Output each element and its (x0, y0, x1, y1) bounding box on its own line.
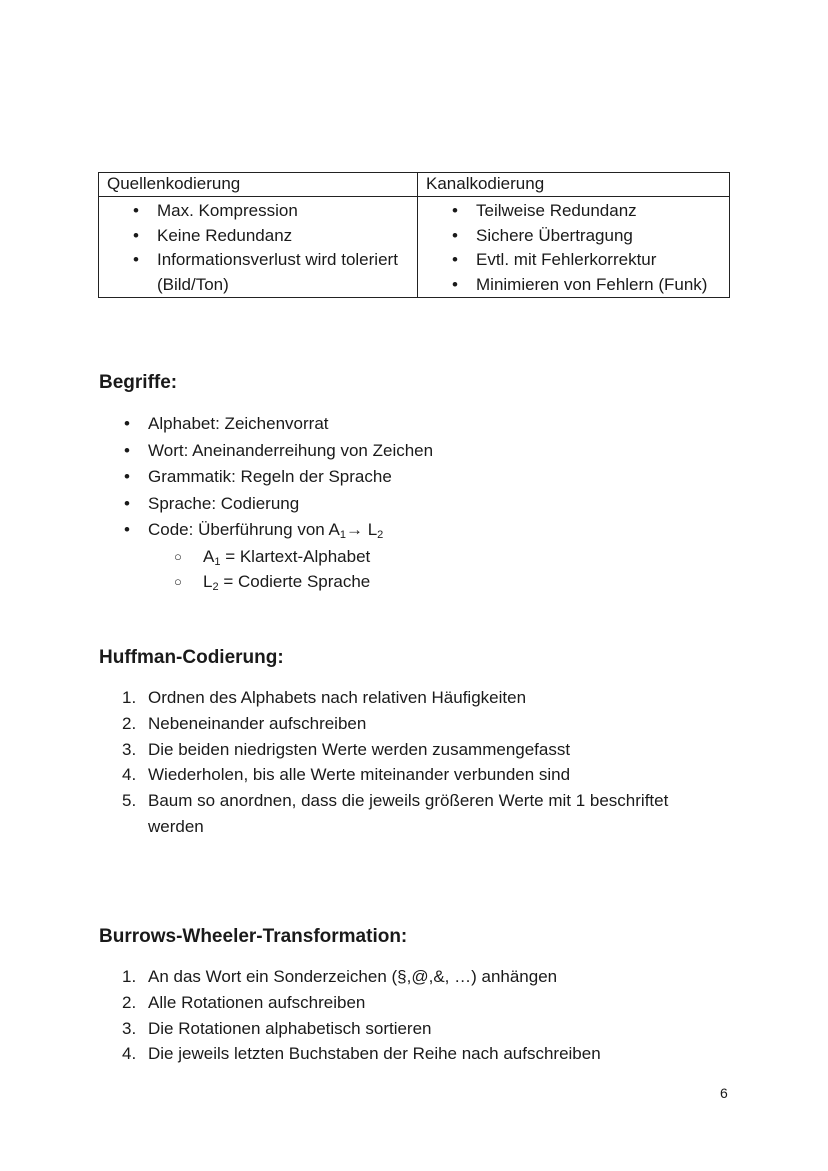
list-item: 3. Die beiden niedrigsten Werte werden zusammengefasst (122, 739, 571, 759)
list-item: • Evtl. mit Fehlerkorrektur (418, 248, 729, 273)
list-item: • Sprache: Codierung (120, 491, 433, 518)
list-item: 1. An das Wort ein Sonderzeichen (§,@,&, …) anhängen (122, 967, 558, 986)
huffman-steps (120, 685, 700, 840)
list-item: 5. Baum so anordnen, dass die jeweils größeren Werte mit 1 beschriftet werden (122, 791, 669, 836)
list-item: • Keine Redundanz (99, 224, 417, 249)
list-item: • Max. Kompression (99, 199, 417, 224)
code-sublist (148, 544, 433, 595)
header-kanalkodierung: Kanalkodierung (418, 173, 730, 197)
list-item: • Grammatik: Regeln der Sprache (120, 464, 433, 491)
page-number: 6 (720, 1085, 728, 1101)
header-quellenkodierung: Quellenkodierung (99, 173, 418, 197)
coding-comparison-table (98, 172, 730, 298)
list-item: 2. Nebeneinander aufschreiben (122, 713, 367, 733)
table-header-row (99, 173, 730, 197)
begriffe-list (120, 411, 433, 595)
cell-kanalkodierung (418, 197, 730, 298)
list-item: 4. Die jeweils letzten Buchstaben der Reihe nach aufschreiben (122, 1044, 601, 1064)
sublist-item: ○ $L_2$ = Codierte Sprache (148, 569, 433, 595)
list-item: 1. Ordnen des Alphabets nach relativen Häufigkeiten (122, 688, 527, 707)
list-item-code: • Code: Überführung von $A_1\to L_2$ ○ $A_1$ = Klartext-Alphabet ○ $L_2$ = Codierte Sprache (120, 517, 433, 595)
list-item: • Informationsverlust wird toleriert (Bild/Ton) (99, 248, 417, 297)
list-item: • Sichere Übertragung (418, 224, 729, 249)
heading-huffman: Huffman-Codierung: (99, 647, 284, 668)
bwt-steps (120, 964, 720, 1067)
list-item: 3. Die Rotationen alphabetisch sortieren (122, 1018, 432, 1038)
heading-begriffe: Begriffe: (99, 372, 178, 393)
list-item: • Wort: Aneinanderreihung von Zeichen (120, 438, 433, 465)
list-item: 2. Alle Rotationen aufschreiben (122, 992, 366, 1012)
list-item: • Alphabet: Zeichenvorrat (120, 411, 433, 438)
table-row (99, 197, 730, 298)
sublist-item: ○ $A_1$ = Klartext-Alphabet (148, 544, 433, 570)
list-item: • Minimieren von Fehlern (Funk) (418, 273, 729, 298)
list-item: • Teilweise Redundanz (418, 199, 729, 224)
heading-bwt: Burrows-Wheeler-Transformation: (99, 926, 408, 947)
list-item: 4. Wiederholen, bis alle Werte miteinander verbunden sind (122, 765, 571, 785)
cell-quellenkodierung (99, 197, 418, 298)
